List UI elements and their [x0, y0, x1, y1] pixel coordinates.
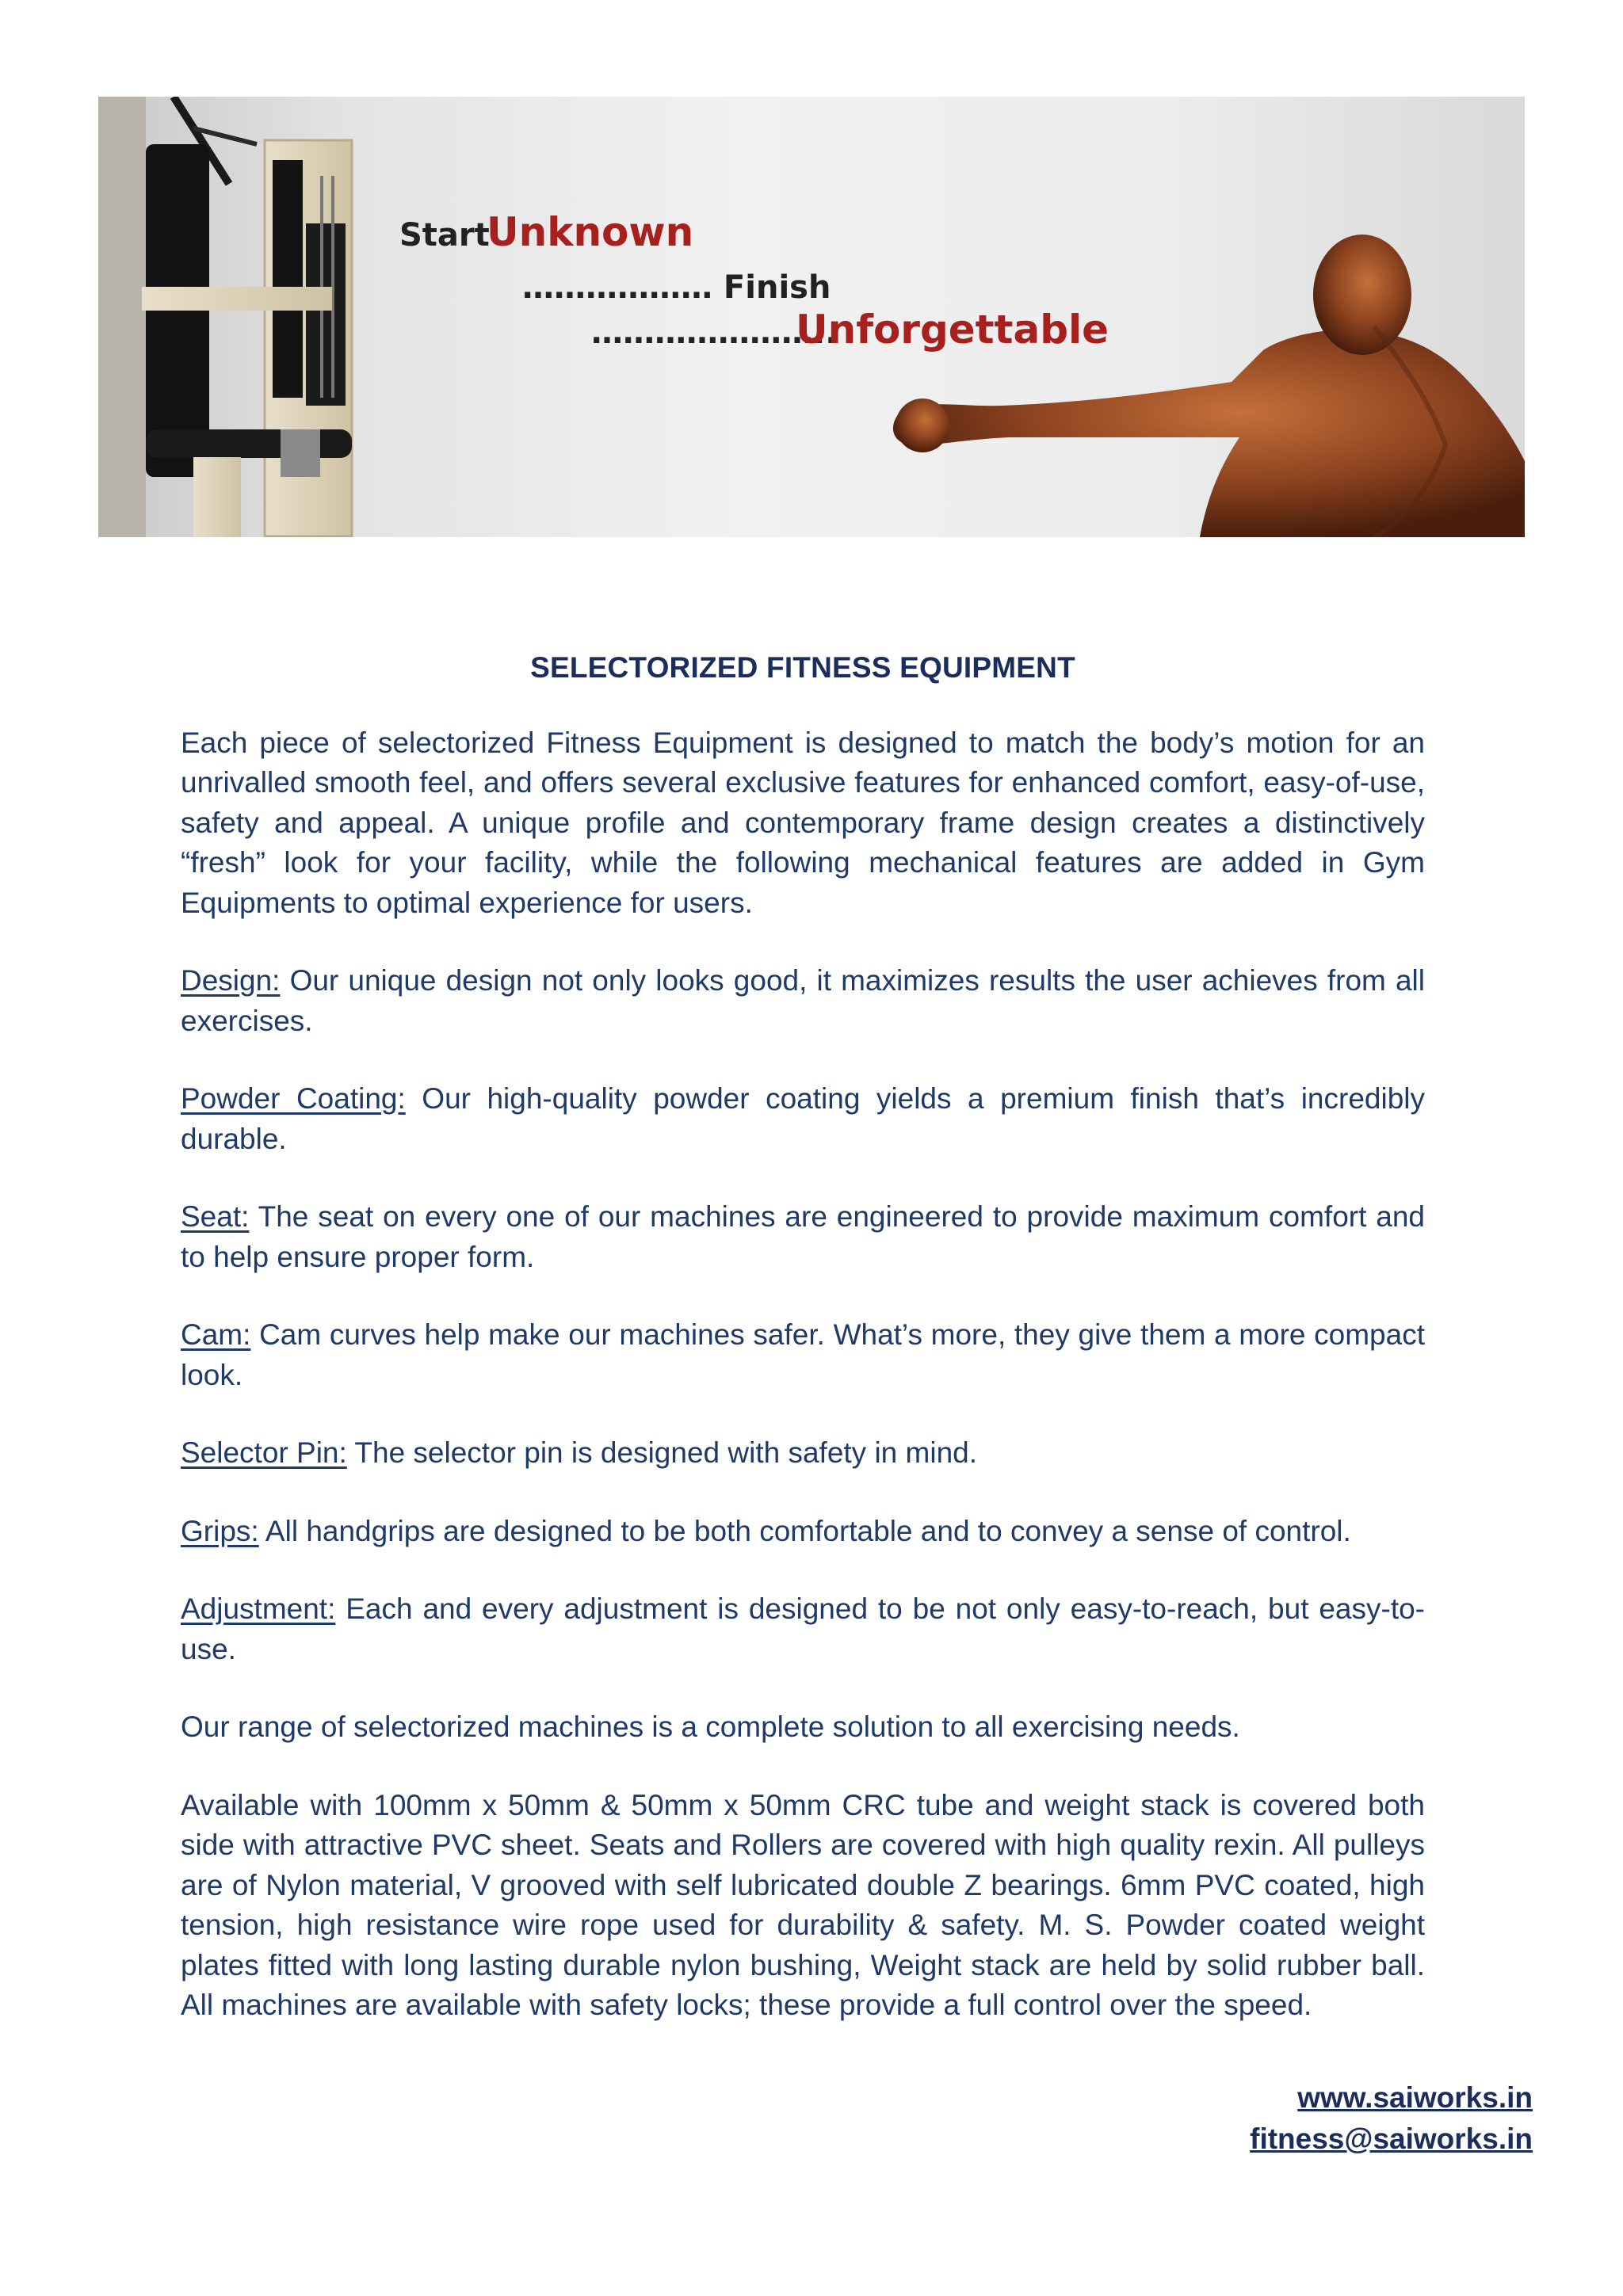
feature-selector-pin [181, 1433, 1425, 1474]
website-link[interactable]: www.saiworks.in [1297, 2081, 1533, 2114]
feature-design [181, 961, 1425, 1041]
tagline-finish: ……………… Finish [522, 269, 831, 306]
feature-text: Our high-quality powder coating yields a premium finish that’s incredibly durable. [181, 1082, 1425, 1155]
tagline-unforgettable: Unforgettable [796, 307, 1109, 353]
feature-text: The selector pin is designed with safety in mind. [346, 1436, 978, 1469]
intro-paragraph: Each piece of selectorized Fitness Equipment is designed to match the body’s motion for an unrivalled smooth feel, and offers several exclusive features for enhanced comfort, easy-of-use, safety and appeal. A unique profile and contemporary frame design creates a distinctively “fresh” look for your facility, while the following mechanical features are added in Gym Equipments to optimal experience for users. [181, 726, 1425, 919]
tagline-dots: ………………….. [591, 315, 838, 351]
feature-label: Cam: [181, 1318, 251, 1351]
feature-label: Selector Pin: [181, 1436, 347, 1469]
feature-text: The seat on every one of our machines are engineered to provide maximum comfort and to help ensure proper form. [181, 1200, 1425, 1273]
feature-label: Seat: [181, 1200, 250, 1233]
feature-text: Each and every adjustment is designed to be not only easy-to-reach, but easy-to-use. [181, 1592, 1425, 1665]
tagline-unknown: Unknown [487, 209, 694, 255]
feature-powder-coating [181, 1079, 1425, 1159]
contact-footer [1250, 2077, 1533, 2160]
range-paragraph: Our range of selectorized machines is a complete solution to all exercising needs. [181, 1711, 1240, 1743]
feature-label: Adjustment: [181, 1592, 336, 1625]
feature-adjustment [181, 1589, 1425, 1669]
email-link[interactable]: fitness@saiworks.in [1250, 2122, 1533, 2155]
feature-label: Design: [181, 964, 281, 997]
feature-text: All handgrips are designed to be both comfortable and to convey a sense of control. [258, 1514, 1351, 1547]
gym-machine-image [98, 97, 352, 537]
feature-text: Cam curves help make our machines safer. What’s more, they give them a more compact look. [181, 1318, 1425, 1391]
feature-label: Grips: [181, 1514, 259, 1547]
tagline-start: Start [399, 217, 490, 254]
feature-seat [181, 1197, 1425, 1277]
feature-cam [181, 1315, 1425, 1395]
document-body [181, 648, 1425, 2064]
hero-banner [98, 97, 1525, 537]
feature-label: Powder Coating: [181, 1082, 406, 1115]
page-title: SELECTORIZED FITNESS EQUIPMENT [530, 651, 1075, 684]
feature-grips [181, 1512, 1425, 1552]
athlete-image [893, 235, 1525, 537]
feature-text: Our unique design not only looks good, it maximizes results the user achieves from all exercises. [181, 964, 1425, 1037]
specs-paragraph: Available with 100mm x 50mm & 50mm x 50mm CRC tube and weight stack is covered both side with attractive PVC sheet. Seats and Rollers are covered with high quality rexin. All pulleys are of Nylon material, V grooved with self lubricated double Z bearings. 6mm PVC coated, high tension, high resistance wire rope used for durability & safety. M. S. Powder coated weight plates fitted with long lasting durable nylon bushing, Weight stack are held by solid rubber ball. All machines are available with safety locks; these provide a full control over the speed. [181, 1788, 1425, 2021]
